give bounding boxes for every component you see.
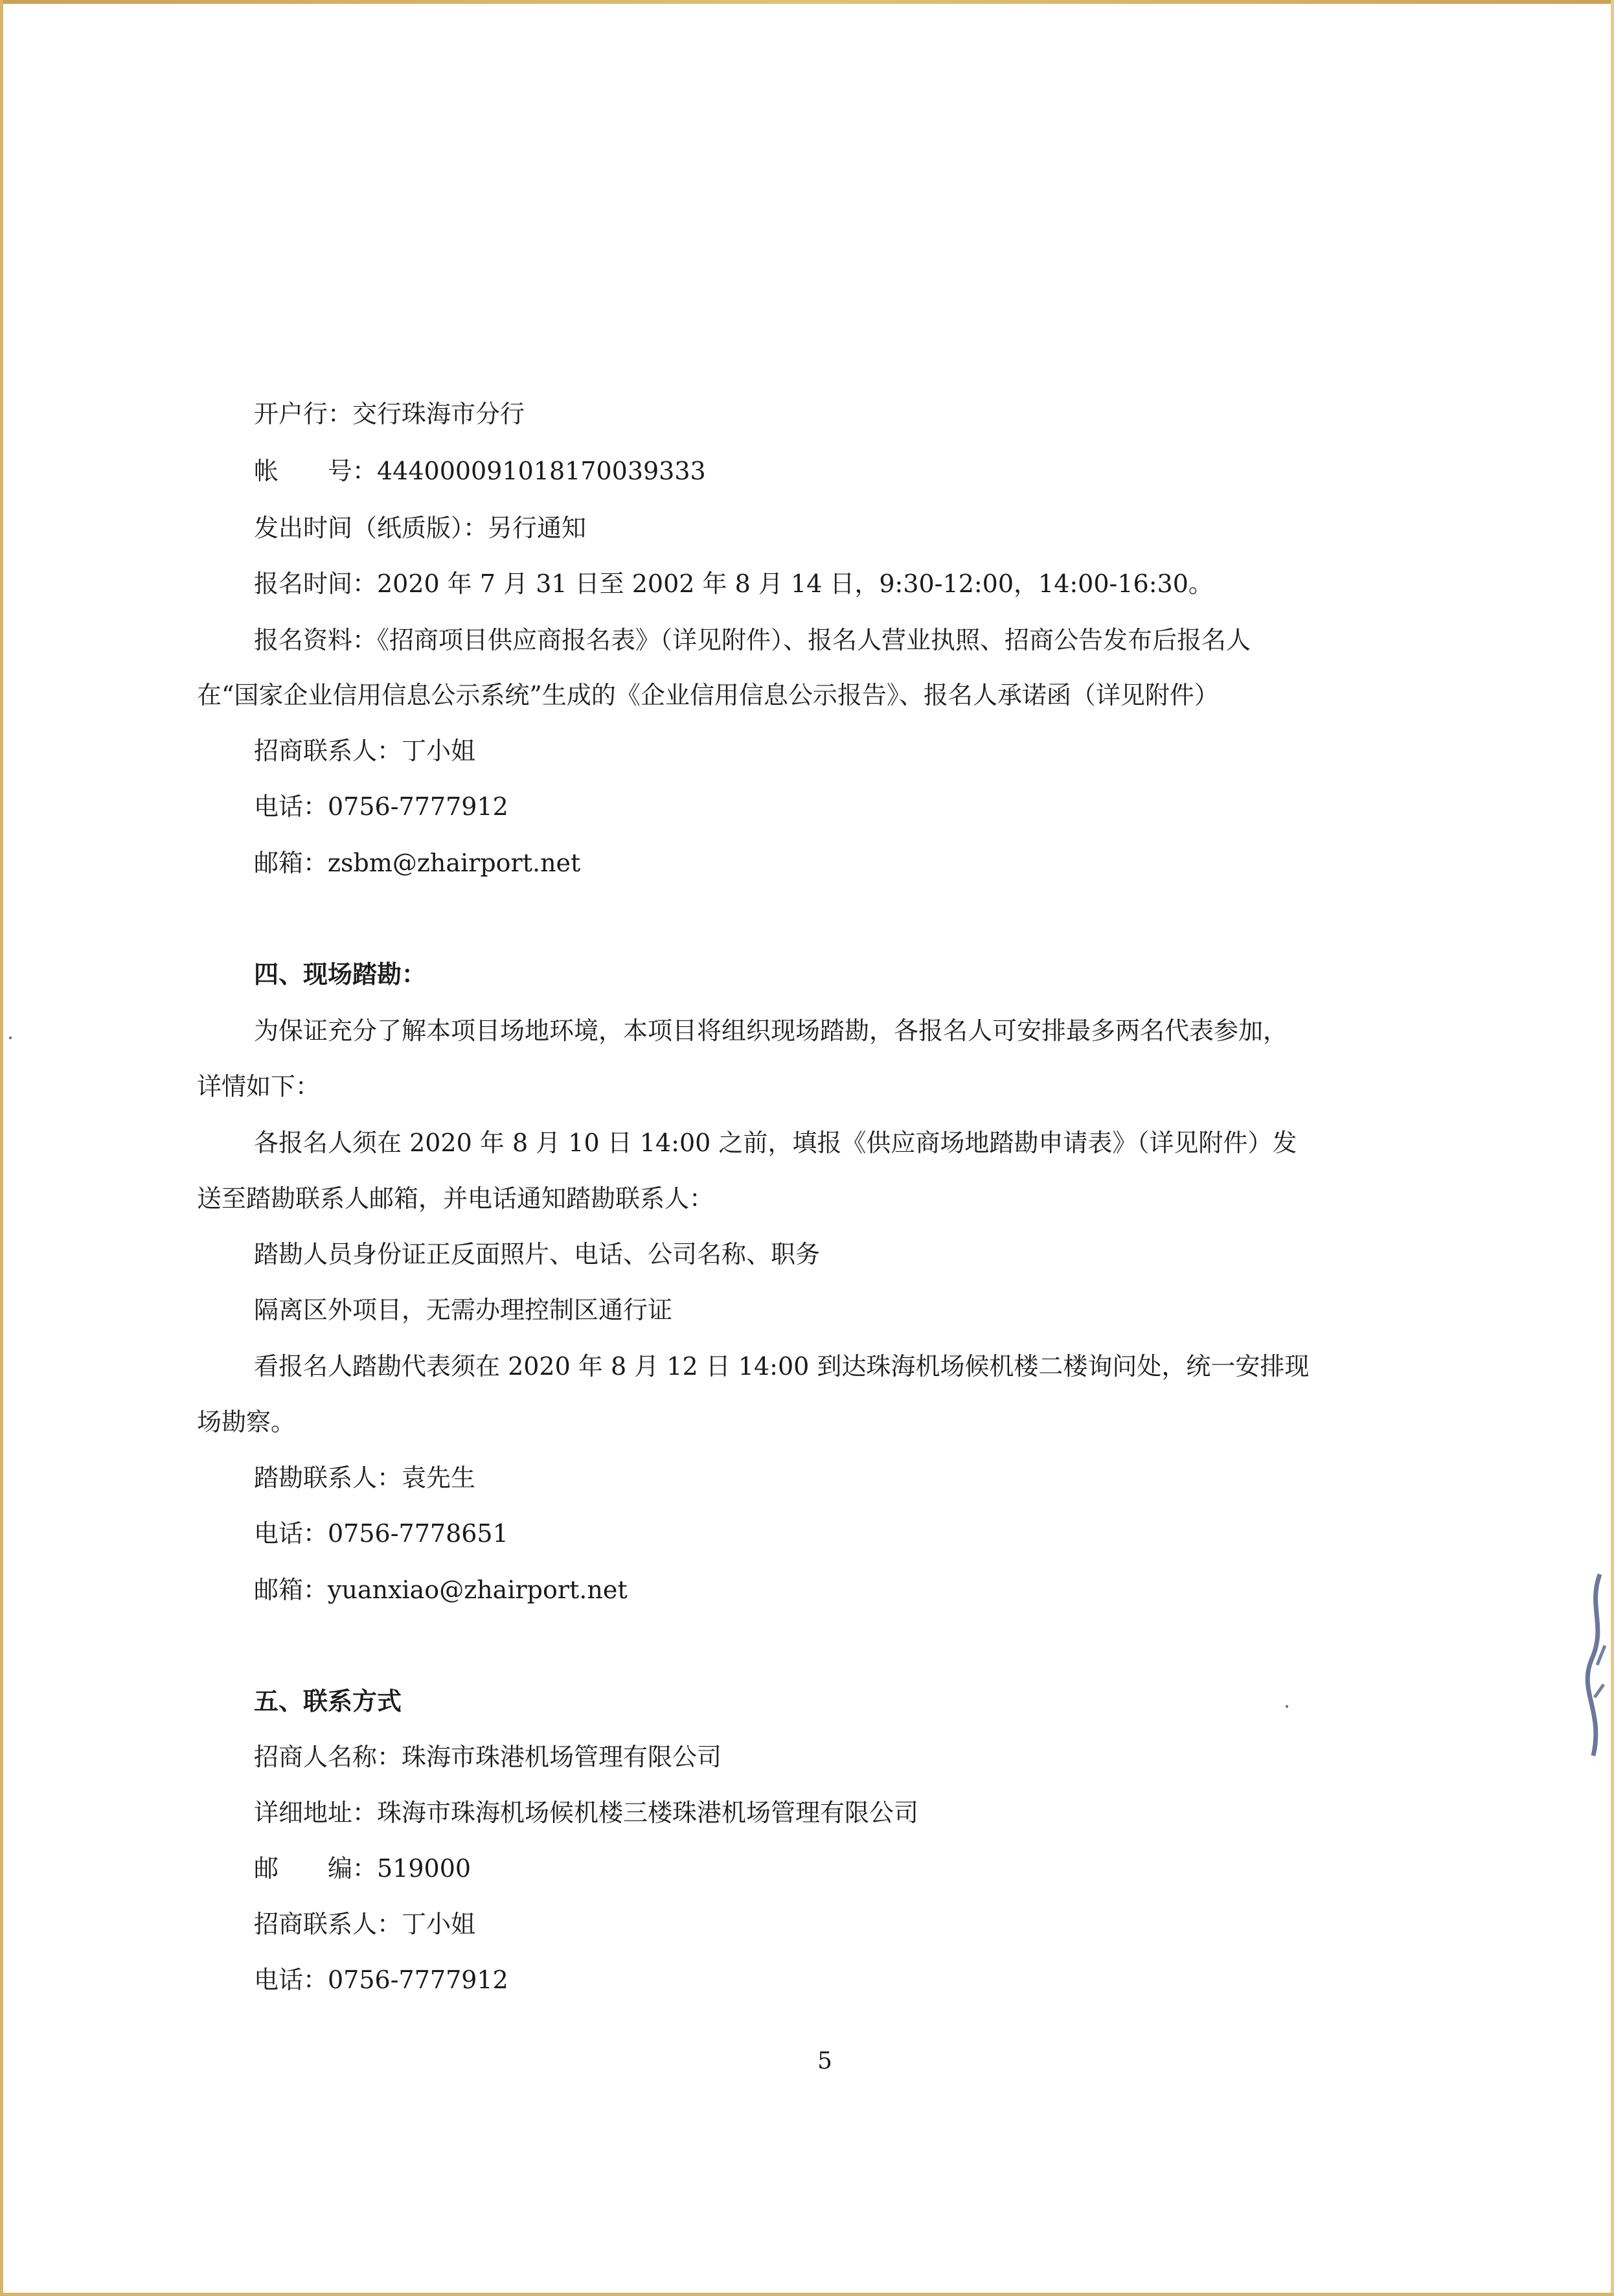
- site-visit-email-line: 邮箱：yuanxiao@zhairport.net: [254, 1576, 628, 1604]
- site-visit-para2-line2: 送至踏勘联系人邮箱，并电话通知踏勘联系人：: [197, 1184, 714, 1213]
- scan-border-top: [0, 0, 1614, 4]
- site-visit-phone-line: 电话：0756-7778651: [254, 1519, 508, 1548]
- scan-border-left: [0, 0, 3, 2296]
- company-name-line: 招商人名称：珠海市珠港机场管理有限公司: [254, 1743, 722, 1771]
- contact-person-line: 招商联系人：丁小姐: [254, 1910, 476, 1938]
- site-visit-para1-line2: 详情如下：: [197, 1072, 321, 1101]
- registration-email-line: 邮箱：zsbm@zhairport.net: [254, 849, 581, 877]
- postcode-line: 邮 编：519000: [254, 1854, 472, 1883]
- site-visit-para5-line2: 场勘察。: [197, 1408, 296, 1436]
- site-visit-para2-line1: 各报名人须在 2020 年 8 月 10 日 14:00 之前，填报《供应商场地踏勘申请表》（详见附件）发: [254, 1129, 1297, 1157]
- account-line: 帐 号：444000091018170039333: [254, 457, 706, 485]
- registration-docs-line1: 报名资料：《招商项目供应商报名表》（详见附件）、报名人营业执照、招商公告发布后报名人: [254, 626, 1251, 654]
- contact-phone-line: 电话：0756-7777912: [254, 1966, 508, 1994]
- site-visit-heading: 四、现场踏勘：: [254, 960, 427, 989]
- seal-fragment: [1580, 1568, 1610, 1762]
- registration-time-line: 报名时间：2020 年 7 月 31 日至 2002 年 8 月 14 日，9:30-12:00，14:00-16:30。: [254, 569, 1213, 598]
- registration-contact-line: 招商联系人：丁小姐: [254, 737, 476, 765]
- bank-line: 开户行：交行珠海市分行: [254, 400, 525, 428]
- site-visit-contact-line: 踏勘联系人：袁先生: [254, 1464, 476, 1492]
- registration-phone-line: 电话：0756-7777912: [254, 792, 508, 821]
- scan-border-bottom: [0, 2293, 1614, 2296]
- scan-speck: [9, 1037, 12, 1039]
- issue-time-line: 发出时间（纸质版）：另行通知: [254, 514, 587, 542]
- site-visit-para4: 隔离区外项目，无需办理控制区通行证: [254, 1296, 673, 1324]
- scan-border-right: [1611, 0, 1614, 2296]
- site-visit-para1-line1: 为保证充分了解本项目场地环境，本项目将组织现场踏勘，各报名人可安排最多两名代表参加，: [254, 1016, 1288, 1045]
- address-line: 详细地址：珠海市珠海机场候机楼三楼珠港机场管理有限公司: [254, 1798, 919, 1827]
- contact-heading: 五、联系方式: [254, 1687, 402, 1716]
- scan-speck: [1286, 1705, 1288, 1708]
- registration-docs-line2: 在“国家企业信用信息公示系统”生成的《企业信用信息公示报告》、报名人承诺函（详见附件）: [197, 681, 1219, 709]
- site-visit-para5-line1: 看报名人踏勘代表须在 2020 年 8 月 12 日 14:00 到达珠海机场候机楼二楼询问处，统一安排现: [254, 1352, 1310, 1381]
- page-number: 5: [817, 2048, 832, 2074]
- site-visit-para3: 踏勘人员身份证正反面照片、电话、公司名称、职务: [254, 1240, 821, 1269]
